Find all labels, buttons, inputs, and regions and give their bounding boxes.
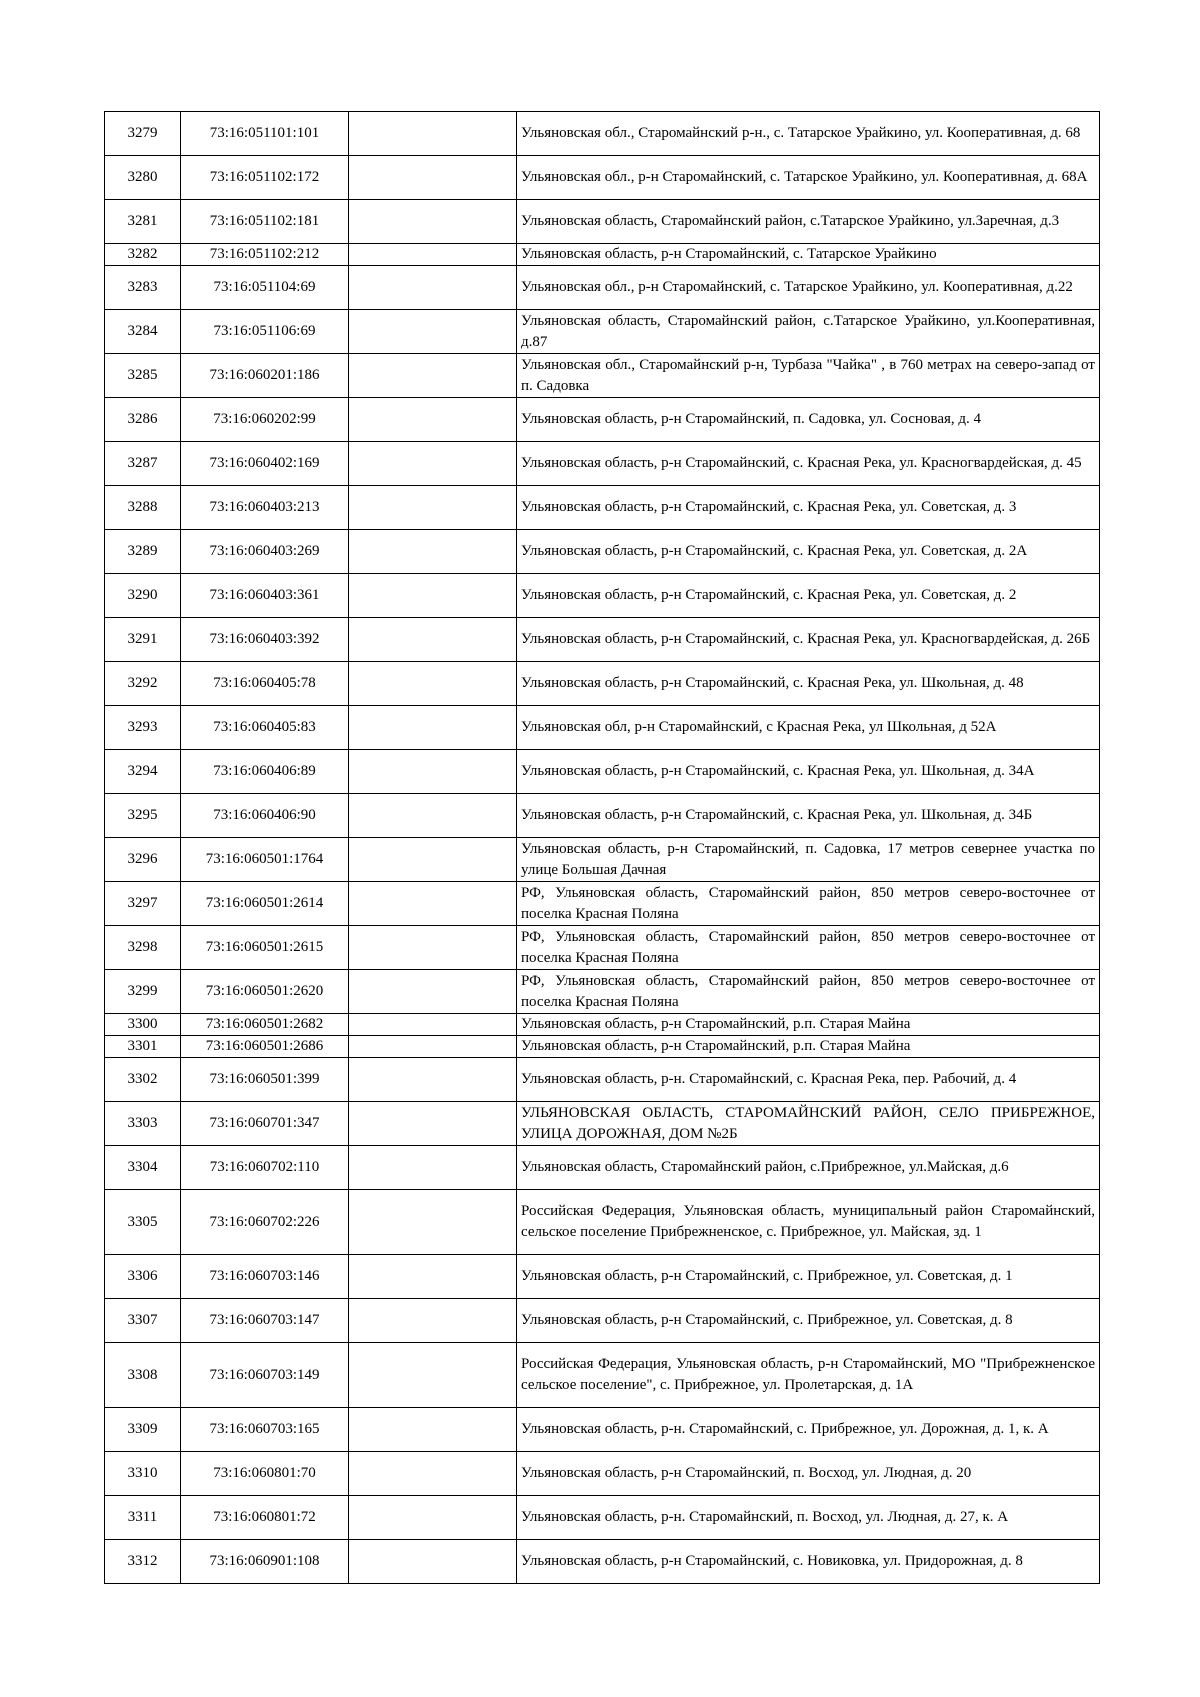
row-number: 3294 [105,750,181,794]
cadastral-number: 73:16:060801:70 [181,1452,349,1496]
cadastral-number: 73:16:060403:392 [181,618,349,662]
cadastral-number: 73:16:051106:69 [181,310,349,354]
table-row [105,662,1100,706]
address: Ульяновская область, р-н Старомайнский, п. Садовка, ул. Сосновая, д. 4 [517,398,1100,442]
address: Ульяновская область, р-н Старомайнский, с. Красная Река, ул. Советская, д. 2А [517,530,1100,574]
address: Ульяновская область, р-н Старомайнский, с. Новиковка, ул. Придорожная, д. 8 [517,1540,1100,1584]
empty-cell [349,112,517,156]
address: РФ, Ульяновская область, Старомайнский район, 850 метров северо-восточнее от поселка Красная Поляна [517,882,1100,926]
table-row [105,266,1100,310]
row-number: 3295 [105,794,181,838]
row-number: 3282 [105,244,181,266]
table-row [105,1058,1100,1102]
row-number: 3298 [105,926,181,970]
row-number: 3304 [105,1146,181,1190]
cadastral-number: 73:16:060702:226 [181,1190,349,1255]
table-row [105,574,1100,618]
cadastral-number: 73:16:060501:2614 [181,882,349,926]
cadastral-number: 73:16:060405:78 [181,662,349,706]
cadastral-number: 73:16:060901:108 [181,1540,349,1584]
cadastral-number: 73:16:060703:149 [181,1343,349,1408]
cadastral-number: 73:16:060703:147 [181,1299,349,1343]
row-number: 3312 [105,1540,181,1584]
cadastral-number: 73:16:060702:110 [181,1146,349,1190]
address: Ульяновская область, р-н Старомайнский, с. Татарское Урайкино [517,244,1100,266]
address: Ульяновская обл., р-н Старомайнский, с. Татарское Урайкино, ул. Кооперативная, д. 68А [517,156,1100,200]
empty-cell [349,794,517,838]
address: Ульяновская область, Старомайнский район, с.Татарское Урайкино, ул.Кооперативная, д.87 [517,310,1100,354]
row-number: 3302 [105,1058,181,1102]
table-row [105,1255,1100,1299]
row-number: 3284 [105,310,181,354]
address: Ульяновская область, р-н Старомайнский, р.п. Старая Майна [517,1036,1100,1058]
table-row [105,1343,1100,1408]
address: Ульяновская область, р-н Старомайнский, с. Красная Река, ул. Школьная, д. 34Б [517,794,1100,838]
row-number: 3287 [105,442,181,486]
table-row [105,244,1100,266]
empty-cell [349,1102,517,1146]
empty-cell [349,926,517,970]
table-body [105,112,1100,1584]
address: Ульяновская область, р-н Старомайнский, п. Садовка, 17 метров севернее участка по улице Большая Дачная [517,838,1100,882]
empty-cell [349,1014,517,1036]
cadastral-number: 73:16:060405:83 [181,706,349,750]
row-number: 3308 [105,1343,181,1408]
cadastral-number: 73:16:060202:99 [181,398,349,442]
cadastral-number: 73:16:060403:361 [181,574,349,618]
cadastral-number: 73:16:060201:186 [181,354,349,398]
address: Ульяновская область, р-н Старомайнский, с. Прибрежное, ул. Советская, д. 1 [517,1255,1100,1299]
row-number: 3288 [105,486,181,530]
cadastral-number: 73:16:060402:169 [181,442,349,486]
cadastral-number: 73:16:060403:269 [181,530,349,574]
row-number: 3285 [105,354,181,398]
row-number: 3299 [105,970,181,1014]
empty-cell [349,486,517,530]
table-row [105,1408,1100,1452]
empty-cell [349,970,517,1014]
address: Ульяновская область, р-н. Старомайнский, с. Прибрежное, ул. Дорожная, д. 1, к. А [517,1408,1100,1452]
table-row [105,882,1100,926]
empty-cell [349,200,517,244]
empty-cell [349,1255,517,1299]
empty-cell [349,750,517,794]
row-number: 3283 [105,266,181,310]
cadastral-number: 73:16:060501:1764 [181,838,349,882]
empty-cell [349,1036,517,1058]
address: Ульяновская обл, р-н Старомайнский, с Красная Река, ул Школьная, д 52А [517,706,1100,750]
table-row [105,156,1100,200]
row-number: 3309 [105,1408,181,1452]
empty-cell [349,1540,517,1584]
table-row [105,530,1100,574]
table-row [105,112,1100,156]
address: Ульяновская обл., Старомайнский р-н., с. Татарское Урайкино, ул. Кооперативная, д. 68 [517,112,1100,156]
empty-cell [349,574,517,618]
row-number: 3292 [105,662,181,706]
table-row [105,1014,1100,1036]
empty-cell [349,838,517,882]
address: Ульяновская область, р-н Старомайнский, с. Прибрежное, ул. Советская, д. 8 [517,1299,1100,1343]
table-row [105,926,1100,970]
address: Ульяновская область, р-н Старомайнский, р.п. Старая Майна [517,1014,1100,1036]
table-row [105,1496,1100,1540]
empty-cell [349,1190,517,1255]
cadastral-number: 73:16:060501:2686 [181,1036,349,1058]
address: Ульяновская область, р-н Старомайнский, с. Красная Река, ул. Советская, д. 2 [517,574,1100,618]
empty-cell [349,156,517,200]
table-row [105,398,1100,442]
table-row [105,1146,1100,1190]
cadastral-number: 73:16:060403:213 [181,486,349,530]
address: УЛЬЯНОВСКАЯ ОБЛАСТЬ, СТАРОМАЙНСКИЙ РАЙОН, СЕЛО ПРИБРЕЖНОЕ, УЛИЦА ДОРОЖНАЯ, ДОМ №2Б [517,1102,1100,1146]
cadastral-number: 73:16:060801:72 [181,1496,349,1540]
address: Ульяновская область, Старомайнский район, с.Прибрежное, ул.Майская, д.6 [517,1146,1100,1190]
table-row [105,706,1100,750]
empty-cell [349,1452,517,1496]
row-number: 3306 [105,1255,181,1299]
row-number: 3281 [105,200,181,244]
table-row [105,1190,1100,1255]
empty-cell [349,1146,517,1190]
table-row [105,618,1100,662]
empty-cell [349,442,517,486]
cadastral-number: 73:16:060501:2620 [181,970,349,1014]
cadastral-number: 73:16:060501:2682 [181,1014,349,1036]
cadastral-number: 73:16:051102:172 [181,156,349,200]
address: РФ, Ульяновская область, Старомайнский район, 850 метров северо-восточнее от поселка Красная Поляна [517,926,1100,970]
empty-cell [349,662,517,706]
empty-cell [349,354,517,398]
empty-cell [349,618,517,662]
address: Ульяновская область, р-н. Старомайнский, п. Восход, ул. Людная, д. 27, к. А [517,1496,1100,1540]
cadastral-number: 73:16:060703:165 [181,1408,349,1452]
cadastral-number: 73:16:060406:89 [181,750,349,794]
address: Ульяновская область, р-н Старомайнский, п. Восход, ул. Людная, д. 20 [517,1452,1100,1496]
empty-cell [349,398,517,442]
address: Ульяновская обл., р-н Старомайнский, с. Татарское Урайкино, ул. Кооперативная, д.22 [517,266,1100,310]
address: Ульяновская область, Старомайнский район, с.Татарское Урайкино, ул.Заречная, д.3 [517,200,1100,244]
table-row [105,1036,1100,1058]
registry-table [104,111,1100,1584]
empty-cell [349,1408,517,1452]
cadastral-number: 73:16:051102:181 [181,200,349,244]
row-number: 3307 [105,1299,181,1343]
empty-cell [349,244,517,266]
row-number: 3289 [105,530,181,574]
cadastral-number: 73:16:060501:2615 [181,926,349,970]
address: Российская Федерация, Ульяновская область, муниципальный район Старомайнский, сельское поселение Прибрежненское, с. Прибрежное, ул. Майская, зд. 1 [517,1190,1100,1255]
cadastral-number: 73:16:060406:90 [181,794,349,838]
cadastral-number: 73:16:060701:347 [181,1102,349,1146]
address: Ульяновская область, р-н Старомайнский, с. Красная Река, ул. Красногвардейская, д. 45 [517,442,1100,486]
row-number: 3300 [105,1014,181,1036]
address: РФ, Ульяновская область, Старомайнский район, 850 метров северо-восточнее от поселка Красная Поляна [517,970,1100,1014]
table-row [105,1299,1100,1343]
row-number: 3296 [105,838,181,882]
row-number: 3310 [105,1452,181,1496]
empty-cell [349,1343,517,1408]
empty-cell [349,706,517,750]
table-row [105,200,1100,244]
empty-cell [349,882,517,926]
cadastral-number: 73:16:060703:146 [181,1255,349,1299]
row-number: 3290 [105,574,181,618]
empty-cell [349,266,517,310]
address: Ульяновская область, р-н Старомайнский, с. Красная Река, ул. Красногвардейская, д. 26Б [517,618,1100,662]
table-row [105,794,1100,838]
row-number: 3311 [105,1496,181,1540]
table-row [105,1452,1100,1496]
empty-cell [349,1299,517,1343]
row-number: 3293 [105,706,181,750]
table-row [105,1102,1100,1146]
address: Российская Федерация, Ульяновская область, р-н Старомайнский, МО "Прибрежненское сельское поселение", с. Прибрежное, ул. Пролетарская, д. 1А [517,1343,1100,1408]
table-row [105,1540,1100,1584]
empty-cell [349,310,517,354]
table-row [105,970,1100,1014]
cadastral-number: 73:16:051104:69 [181,266,349,310]
row-number: 3305 [105,1190,181,1255]
row-number: 3279 [105,112,181,156]
row-number: 3301 [105,1036,181,1058]
table-row [105,838,1100,882]
cadastral-number: 73:16:051102:212 [181,244,349,266]
empty-cell [349,1496,517,1540]
address: Ульяновская обл., Старомайнский р-н, Турбаза "Чайка" , в 760 метрах на северо-запад от п. Садовка [517,354,1100,398]
table-row [105,354,1100,398]
row-number: 3286 [105,398,181,442]
row-number: 3303 [105,1102,181,1146]
table-row [105,310,1100,354]
table-row [105,486,1100,530]
cadastral-number: 73:16:060501:399 [181,1058,349,1102]
address: Ульяновская область, р-н. Старомайнский, с. Красная Река, пер. Рабочий, д. 4 [517,1058,1100,1102]
table-row [105,442,1100,486]
address: Ульяновская область, р-н Старомайнский, с. Красная Река, ул. Советская, д. 3 [517,486,1100,530]
empty-cell [349,530,517,574]
address: Ульяновская область, р-н Старомайнский, с. Красная Река, ул. Школьная, д. 34А [517,750,1100,794]
cadastral-number: 73:16:051101:101 [181,112,349,156]
row-number: 3280 [105,156,181,200]
empty-cell [349,1058,517,1102]
row-number: 3297 [105,882,181,926]
row-number: 3291 [105,618,181,662]
address: Ульяновская область, р-н Старомайнский, с. Красная Река, ул. Школьная, д. 48 [517,662,1100,706]
table-row [105,750,1100,794]
